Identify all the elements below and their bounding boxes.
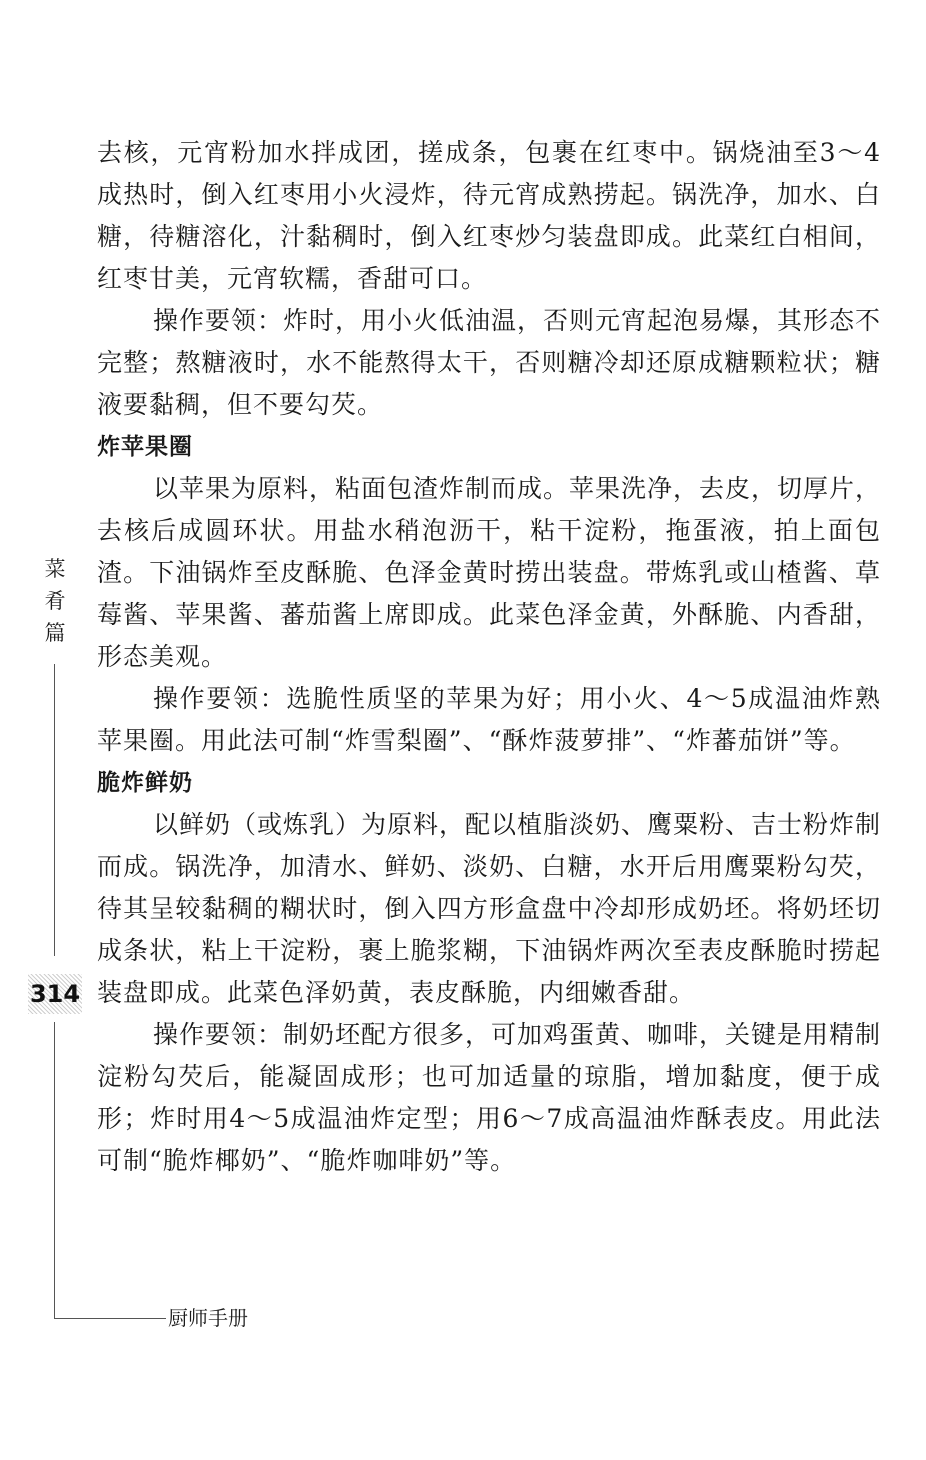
body-paragraph: 操作要领：制奶坯配方很多，可加鸡蛋黄、咖啡，关键是用精制淀粉勾芡后，能凝固成形；也可加适量的琼脂，增加黏度，便于成形；炸时用4～5成温油炸定型；用6～7成高温油炸酥表皮。用此法可制“脆炸椰奶”、“脆炸咖啡奶”等。 bbox=[97, 1020, 882, 1175]
recipe-heading: 脆炸鲜奶 bbox=[97, 770, 193, 796]
body-paragraph: 以鲜奶（或炼乳）为原料，配以植脂淡奶、鹰粟粉、吉士粉炸制而成。锅洗净，加清水、鲜奶、淡奶、白糖，水开后用鹰粟粉勾芡，待其呈较黏稠的糊状时，倒入四方形盒盘中冷却形成奶坯。将奶坯切成条状，粘上干淀粉，裹上脆浆糊，下油锅炸两次至表皮酥脆时捞起装盘即成。此菜色泽奶黄，表皮酥脆，内细嫩香甜。 bbox=[97, 810, 882, 1007]
book-title-footer: 厨师手册 bbox=[168, 1306, 248, 1330]
footer-rule bbox=[54, 1318, 166, 1319]
section-label-char: 菜 bbox=[44, 557, 66, 581]
page-body bbox=[97, 132, 881, 1182]
body-paragraph: 去核，元宵粉加水拌成团，搓成条，包裹在红枣中。锅烧油至3～4成热时，倒入红枣用小火浸炸，待元宵成熟捞起。锅洗净，加水、白糖，待糖溶化，汁黏稠时，倒入红枣炒匀装盘即成。此菜红白相间，红枣甘美，元宵软糯，香甜可口。 bbox=[97, 138, 881, 293]
section-label-char: 肴 bbox=[44, 589, 66, 613]
section-label bbox=[40, 553, 70, 649]
body-paragraph: 操作要领：选脆性质坚的苹果为好；用小火、4～5成温油炸熟苹果圈。用此法可制“炸雪梨圈”、“酥炸菠萝排”、“炸蕃茄饼”等。 bbox=[97, 684, 881, 755]
body-paragraph: 操作要领：炸时，用小火低油温，否则元宵起泡易爆，其形态不完整；熬糖液时，水不能熬得太干，否则糖冷却还原成糖颗粒状；糖液要黏稠，但不要勾芡。 bbox=[97, 306, 882, 419]
margin-rule bbox=[54, 1022, 55, 1318]
margin-rule bbox=[54, 664, 55, 956]
recipe-heading: 炸苹果圈 bbox=[97, 434, 193, 460]
page-number: 314 bbox=[28, 974, 82, 1014]
body-paragraph: 以苹果为原料，粘面包渣炸制而成。苹果洗净，去皮，切厚片，去核后成圆环状。用盐水稍泡沥干，粘干淀粉，拖蛋液，拍上面包渣。下油锅炸至皮酥脆、色泽金黄时捞出装盘。带炼乳或山楂酱、草莓酱、苹果酱、蕃茄酱上席即成。此菜色泽金黄，外酥脆、内香甜，形态美观。 bbox=[97, 474, 882, 671]
section-label-char: 篇 bbox=[44, 621, 66, 645]
